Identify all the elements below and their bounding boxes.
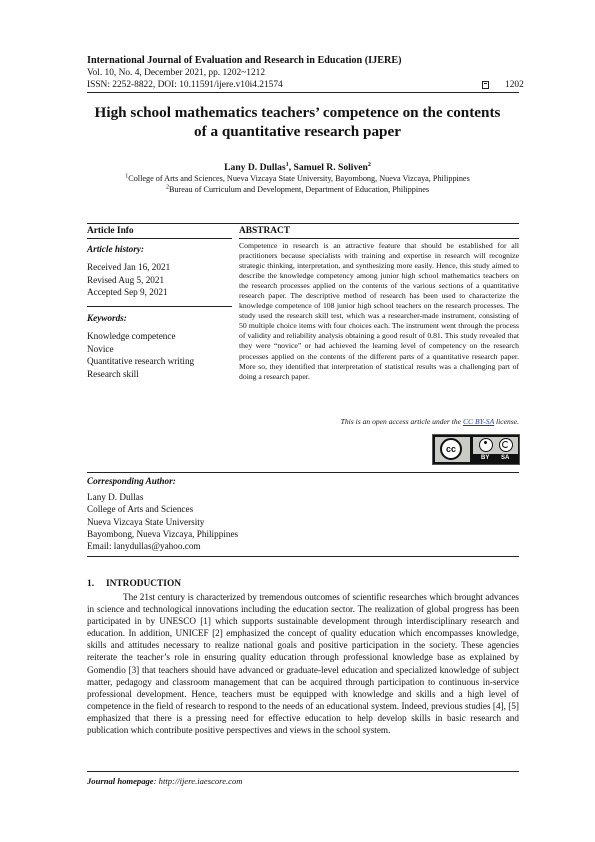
section-number: 1. xyxy=(87,579,95,589)
title-line: of a quantitative research paper xyxy=(194,123,401,140)
page-icon xyxy=(482,81,489,89)
journal-homepage xyxy=(87,776,242,786)
corresponding-details xyxy=(87,491,238,552)
keyword-item: Knowledge competence xyxy=(87,331,176,341)
keywords-rule xyxy=(87,306,232,307)
license-suffix: license. xyxy=(494,417,519,426)
journal-volume: Vol. 10, No. 4, December 2021, pp. 1202~1212 xyxy=(87,68,266,78)
paper-title xyxy=(60,103,535,141)
keywords-list xyxy=(87,330,194,380)
affiliation-2 xyxy=(60,185,535,194)
corr-top-rule xyxy=(87,472,519,473)
by-person-icon xyxy=(479,438,493,452)
title-line: High school mathematics teachers’ competence on the contents xyxy=(94,104,501,121)
article-info-heading: Article Info xyxy=(87,226,134,236)
footer-colon: : xyxy=(153,776,159,786)
keyword-item: Research skill xyxy=(87,368,139,379)
author-separator: , xyxy=(288,162,294,173)
history-list xyxy=(87,261,170,299)
footer-label: Journal homepage xyxy=(87,776,154,786)
affiliation-1 xyxy=(60,174,535,183)
journal-issn-doi: ISSN: 2252-8822, DOI: 10.11591/ijere.v10i4.21574 xyxy=(87,80,283,90)
introduction-paragraph: The 21st century is characterized by tremendous outcomes of scientific researches which brought advances in science and technological innovations including the education sector. The realization of global progress has been participated in by UNESCO [1] which supports sustainable development through interdisciplinary research and education. In addition, UNICEF [2] emphasized the concept of quality education which encompasses knowledge, skills and attitudes necessary to realize national goals and positive participation in the society. These agencies reiterate the teacher’s role in ensuring quality education through professional knowledge base as explained by Gomendio [3] that teachers should have advanced or graduate-level education and specialized knowledge of subject matter, pedagogy and classroom management that can be acquired through participation to continuous in-service professional development. Hence, teachers must be equipped with knowledge and skills and a high level of competence in the field of research to respond to the needs of an educational system. Indeed, previous studies [4], [5] emphasized that there is a pressing need for effective education to help develop skills in basic research and publication which contribute positive perspectives and views in the school system. xyxy=(87,592,519,736)
footer-rule xyxy=(87,771,519,772)
badge-sa-label: SA xyxy=(501,455,510,461)
corr-email[interactable]: Email: lanydullas@yahoo.com xyxy=(87,541,201,552)
history-item: Accepted Sep 9, 2021 xyxy=(87,287,168,298)
cc-by-sa-badge[interactable] xyxy=(432,434,520,465)
author-name: Samuel R. Soliven xyxy=(293,162,368,173)
badge-by-label: BY xyxy=(481,455,490,461)
header-rule xyxy=(87,92,519,93)
keywords-heading: Keywords: xyxy=(87,313,127,323)
info-top-rule xyxy=(87,223,519,224)
author-sup: 1 xyxy=(285,161,289,168)
license-statement xyxy=(239,417,519,426)
abstract-rule xyxy=(239,238,519,239)
license-link[interactable]: CC BY-SA xyxy=(462,417,495,426)
page-number: 1202 xyxy=(505,80,524,90)
corr-line: College of Arts and Sciences xyxy=(87,504,194,515)
affiliation-sup: 1 xyxy=(125,173,129,180)
author-sup: 2 xyxy=(367,161,371,168)
cc-icon: cc xyxy=(440,438,462,460)
history-item: Received Jan 16, 2021 xyxy=(87,262,171,272)
history-heading: Article history: xyxy=(87,244,144,254)
authors xyxy=(60,162,535,173)
abstract-heading: ABSTRACT xyxy=(239,226,291,236)
affiliation-sup: 2 xyxy=(165,184,169,191)
author-name: Lany D. Dullas xyxy=(224,162,286,173)
corresponding-heading: Corresponding Author: xyxy=(87,476,176,486)
keyword-item: Quantitative research writing xyxy=(87,356,195,367)
abstract-text: Competence in research is an attractive feature that should be established for all practitioners because specialists with training and expertise in research will recognize strategic thinking, interpretation, and synthesizing more easily. Hence, this study aimed to describe the knowledge competency among junior high school mathematics teachers on the research processes applied on the contents of the various sections of a quantitative research paper. The descriptive method of research has been used to characterize the knowledge competence of 108 junior high school teachers on the research processes. The study used the research skill test, which was a researcher-made instrument, consisting of 50 multiple choice items with four choices each. The instrument went through the process of validity and reliability analysis obtaining a good result of 0.81. This study revealed that they were “novice” or had achieved the learning level of competency on the research processes applied on the contents of the different parts of a quantitative research paper. More so, they identified that interpretation of statistical results was a challenging part of doing a research paper. xyxy=(239,241,519,381)
corr-line: Bayombong, Nueva Vizcaya, Philippines xyxy=(87,528,239,539)
sa-share-icon xyxy=(499,438,513,452)
info-rule xyxy=(87,238,232,239)
section-title: INTRODUCTION xyxy=(106,579,182,589)
keyword-item: Novice xyxy=(87,343,114,354)
corr-line: Lany D. Dullas xyxy=(87,492,144,502)
footer-url[interactable]: http://ijere.iaescore.com xyxy=(158,776,243,786)
section-heading-introduction xyxy=(87,579,181,589)
corr-line: Nueva Vizcaya State University xyxy=(87,516,205,527)
history-item: Revised Aug 5, 2021 xyxy=(87,274,165,285)
affiliation-text: Bureau of Curriculum and Development, Department of Education, Philippines xyxy=(168,185,430,194)
journal-name: International Journal of Evaluation and Research in Education (IJERE) xyxy=(87,55,402,66)
affiliation-text: College of Arts and Sciences, Nueva Vizcaya State University, Bayombong, Nueva Vizcaya, Philippines xyxy=(128,174,470,183)
license-prefix: This is an open access article under the xyxy=(340,417,463,426)
corr-bottom-rule xyxy=(87,556,519,557)
